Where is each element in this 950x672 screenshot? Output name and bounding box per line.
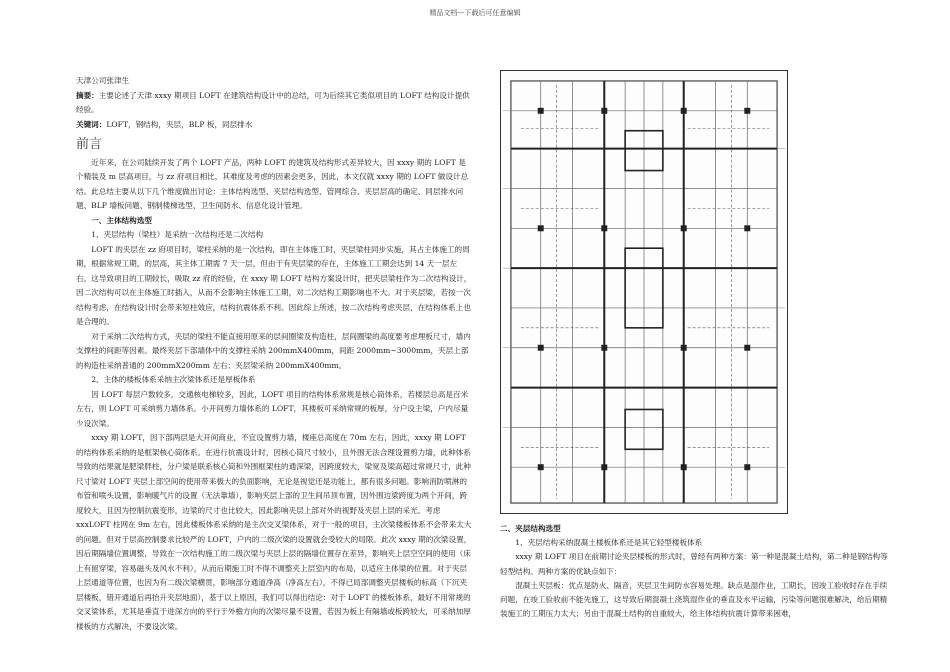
floor-plan-svg xyxy=(501,71,787,513)
author-line: 天津公司张津生 xyxy=(76,76,130,85)
paragraph: LOFT 的夹层在 zz 府项目时，梁柱采纳的是一次结构，即在主体施工时，夹层梁柱同步实施，其占主体施工的周期，根据常规工期，的层高，其主体工期需 7 天一层，但由于有夹层梁的存在，主体施工工期会达到 14 天一层左右。这导致项目的工期较长，吸取 zz 府的经验，在 xxxy 期 LOFT 结构方案设计时，把夹层梁柱作为二次结构设计，因二次结构可以在主体施工时插入，从而不会影响主体施工工期，对二次结构工期影响也不大。对于夹层梁，若按一次结构考虑，在结构设计时会带来短柱效应，结构抗震体系不利。因此综上所述，按二次结构考虑夹层，在结构体系上也是合理的。 xyxy=(76,244,472,326)
structural-floor-plan-drawing xyxy=(500,70,788,514)
keywords xyxy=(76,118,472,133)
abstract-text: 主要论述了天津 xxxy 期项目 LOFT 在建筑结构设计中的总结，可为后续其它类似项目的 LOFT 结构设计提供经验。 xyxy=(76,90,470,114)
subsection-heading: 1、夹层结构采纳混凝土楼板体系还是其它轻型楼板体系 xyxy=(515,538,703,548)
section-heading: 二、夹层结构选型 xyxy=(500,524,561,533)
page-header-note: 精品文档---下载后可任意编辑 xyxy=(429,9,521,17)
paragraph: xxxy 期 LOFT 项目在前期讨论夹层楼板的形式时，曾经有两种方案：第一种是混凝土结构，第二种是钢结构等轻型结构。两种方案的优缺点如下： xyxy=(500,552,888,576)
paragraph: 因 LOFT 每层户数较多，交通核电梯较多，因此，LOFT 项目的结构体系常规是核心筒体系，若楼层总高是百米左右，则 LOFT 可采纳剪力墙体系。小开间剪力墙体系的 LOFT，其楼板可采纳常规的板厚，分户设主梁，户内尽量少设次梁。 xyxy=(76,389,469,428)
left-column xyxy=(76,74,472,634)
paragraph: xxxy 期 LOFT，因下部两层是大开间商业，不宜设置剪力墙，楼座总高度在 70m 左右，因此，xxxy 期 LOFT 的结构体系采纳的是框架核心筒体系。在进行抗震设计时，因核心筒尺寸较小，且外围无法合理设置剪力墙，此种体系导致的结果就是肥梁胖柱，分户梁是联系核心筒和外围框架柱的通深梁，因跨度较大，梁宽及梁高超过常规尺寸，此种尺寸梁对 LOFT 夹层上部空间的使用带来极大的负面影响，无论是视觉还是功能上，都有很多问题。影响消防喷淋的布管和喷头设置，影响暖气片的设置（无法靠墙），影响夹层上部的卫生间吊顶布置，因外围边梁跨度为两个开间，跨度较大，且因为控制抗震变形，边梁的尺寸也比较大，因此影响夹层上部对外的视野及夹层上层的采光。考虑 xxxLOFT 柱网在 9m 左右，因此楼板体系采纳的是主次交叉梁体系，对于一般的项目，主次梁楼板体系不会带来太大的问题。但对于层高控制要求比较严的 LOFT，户内的二级次梁的设置就会受较大的局限。此次 xxxy 期的次梁设置，因后期隔墙位置调整，导致在一次结构施工的二级次梁与夹层上层的隔墙位置存在差异，影响夹上层空空间的使用（床上有留穿梁，容易磁头及风水不利），从而后期施工时不得不调整夹上层室内的布局，以适应主体梁的位置。对于夹层上层通道等位置，也因为有二级次梁横贯，影响部分通道净高（净高左右），不得已局部调整夹层楼板的标高（下沉夹层楼板，错开通道后再抬升夹层地面），基于以上原因，我们可以得出结论：对于 LOFT 的楼板体系，最好不用常规的交叉梁体系，尤其是垂直于进深方向的平行于外檐方向的次梁尽量不设置，若因为板上有隔墙或板跨较大，可采纳加厚楼板的方式解决，不要设次梁。 xyxy=(76,433,472,631)
preface-title: 前言 xyxy=(76,137,103,152)
paragraph: 混凝土夹层板：优点是防火、隔音，夹层卫生间防水容易处理。缺点是湿作业，工期长，因竣工验收时存在手续问题，在竣工验收前不能先施工，这导致后期混凝土浇筑湿作业的垂直及水平运输，污染等问题很难解决，给后期精装施工的工期压力太大；另由于混凝土结构的自重较大，给主体结构抗震计算带来困难， xyxy=(500,580,888,619)
abstract xyxy=(76,89,472,118)
paragraph: 近年来，在公司陆续开发了两个 LOFT 产品，两种 LOFT 的建筑及结构形式差异较大，因 xxxy 期的 LOFT 是个精装及 m 层高项目，与 zz 府项目相比，其难度及考虑的因素会更多，因此，本文仅就 xxxy 期的 LOFT 做设计总结。此总结主要从以下几个维度做出讨论：主体结构选型、夹层结构选型、管网综合、夹层层高的确定、同层排水问题、BLP 墙板问题、钢制楼梯选型、卫生间防水、信息化设计管理。 xyxy=(76,157,469,210)
keywords-text: LOFT，钢结构，夹层，BLP 板，同层排水 xyxy=(106,119,253,129)
paragraph: 对于采纳二次结构方式，夹层的梁柱不能直接用原来的层间圈梁及构造柱，层间圈梁的高度要考虑埋板尺寸，墙内支撑柱的间距等因素。最终夹层下部墙体中的支撑柱采纳 200mmX400mm，间距 2000mm~3000mm，夹层上部的构造柱采纳普通的 200mmX200mm 左右；夹层梁采纳 200mmX400mm。 xyxy=(76,331,471,370)
keywords-label: 关键词： xyxy=(76,119,107,129)
subsection-heading: 2、主体的楼板体系采纳主次梁体系还是厚板体系 xyxy=(91,375,256,384)
section-heading: 一、主体结构选型 xyxy=(91,215,152,225)
abstract-label: 摘要： xyxy=(76,90,99,100)
right-text-block xyxy=(500,522,890,621)
subsection-heading: 1、夹层结构（梁柱）是采纳一次结构还是二次结构 xyxy=(91,230,264,239)
